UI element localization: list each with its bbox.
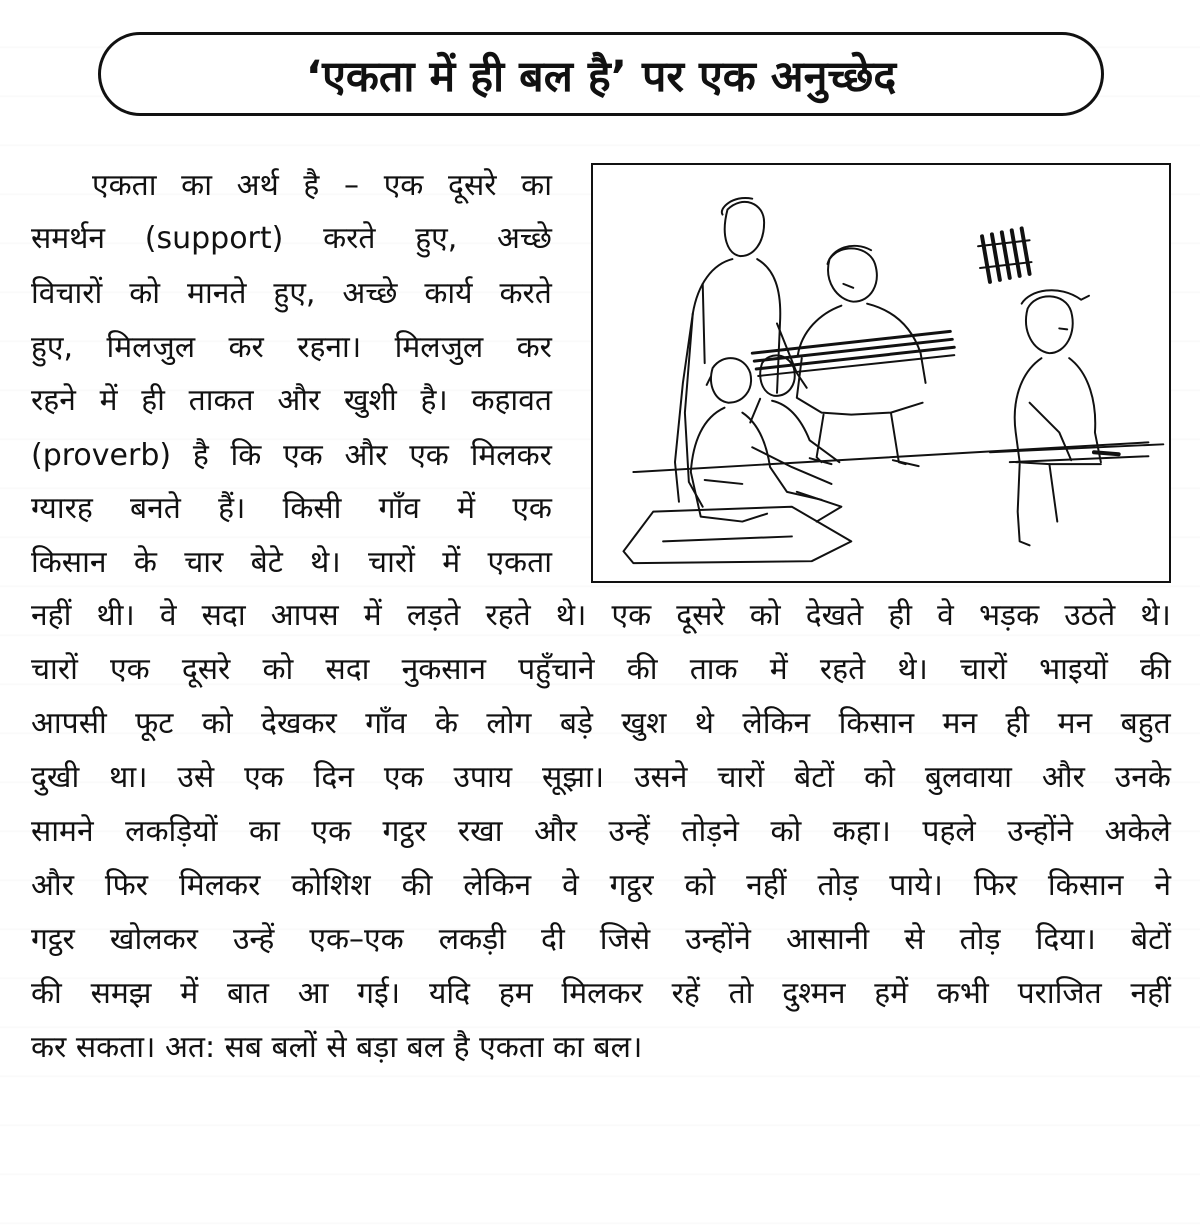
word: गाँव (365, 706, 407, 741)
word: मिलजुल (394, 330, 484, 365)
word: ताक (689, 652, 738, 687)
word: का (521, 168, 552, 203)
word: विचारों (31, 276, 103, 311)
word: दूसरे (448, 168, 497, 203)
word: रहते (485, 598, 531, 633)
word: बुलवाया (924, 760, 1012, 795)
word: नहीं (746, 868, 787, 903)
word: रखा (457, 814, 503, 849)
paragraph-line-16 (31, 974, 1171, 1014)
word: किसान (1047, 868, 1124, 903)
word: खुश (621, 706, 667, 741)
word: में (769, 652, 788, 687)
word: सदा (325, 652, 370, 687)
word: कोशिश (291, 868, 371, 903)
paragraph-line-5 (31, 381, 552, 421)
word: गट्ठर (382, 814, 427, 849)
word: हम (498, 976, 533, 1011)
word: बात (226, 976, 269, 1011)
word: – (344, 168, 360, 203)
word: एक (383, 168, 424, 203)
word: दुखी (31, 760, 80, 795)
word: में (363, 598, 382, 633)
word: (proverb) (31, 438, 172, 473)
word: समझ (90, 976, 152, 1011)
word: थे। (310, 545, 341, 580)
word: सामने (31, 814, 94, 849)
page-title: ‘एकता में ही बल है’ पर एक अनुच्छेद (305, 51, 897, 102)
word: गाँव (378, 491, 420, 526)
word: हुए, (273, 276, 316, 311)
word: मानते (187, 276, 247, 311)
word: में (180, 976, 199, 1011)
word: तोड़ (959, 922, 1001, 957)
word: नहीं (31, 598, 72, 633)
word: मिलकर (178, 868, 261, 903)
word: से (904, 922, 925, 957)
word: नुकसान (401, 652, 486, 687)
word: नहीं (1130, 976, 1171, 1011)
word: भाइयों (1039, 652, 1108, 687)
word: था। (109, 760, 148, 795)
word: एक (383, 760, 424, 795)
word: एकता (487, 545, 552, 580)
word: पहुँचाने (518, 652, 595, 687)
paragraph-line-9 (31, 596, 1171, 636)
word: की (31, 976, 62, 1011)
word: पराजित (1017, 976, 1102, 1011)
word: थे। (555, 598, 587, 633)
paragraph-line-3 (31, 274, 552, 314)
word: कहा। (832, 814, 891, 849)
word: आपस (270, 598, 339, 633)
word: चारों (31, 652, 78, 687)
word: गट्ठर (609, 868, 654, 903)
word: लोग (486, 706, 532, 741)
word: बहुत (1120, 706, 1171, 741)
word: है (192, 438, 209, 473)
word: समर्थन (31, 221, 106, 256)
word: कहावत (471, 383, 552, 418)
word: अच्छे (342, 276, 398, 311)
word: है (303, 168, 320, 203)
word: कि (230, 438, 262, 473)
word: दूसरे (676, 598, 725, 633)
word: हुए, (415, 221, 458, 256)
word: (support) (144, 221, 284, 256)
word: की (626, 652, 658, 687)
word: चारों (717, 760, 765, 795)
word: तोड़ने (681, 814, 739, 849)
farmer-and-sons-drawing (593, 165, 1169, 581)
word: उपाय (453, 760, 513, 795)
word: मन (1057, 706, 1093, 741)
word: किसान (838, 706, 915, 741)
paragraph-line-8 (31, 543, 552, 583)
word: बनते (130, 491, 181, 526)
word: बेटे (250, 545, 283, 580)
paragraph-line-10 (31, 650, 1171, 690)
word: थी। (96, 598, 135, 633)
word: और (344, 438, 388, 473)
word: दिया। (1035, 922, 1096, 957)
word: को (262, 652, 294, 687)
word: और (1041, 760, 1085, 795)
word: खुशी (344, 383, 397, 418)
word: फूट (135, 706, 174, 741)
paragraph-line-12 (31, 758, 1171, 798)
word: थे। (1140, 598, 1171, 633)
word: पाये। (889, 868, 943, 903)
word: आपसी (31, 706, 107, 741)
word: रहते (819, 652, 866, 687)
word: लड़ते (406, 598, 461, 633)
word: फिर (104, 868, 149, 903)
word: ग्यारह (31, 491, 93, 526)
word: दिन (313, 760, 354, 795)
word: एक (110, 652, 150, 687)
word: दुश्मन (782, 976, 846, 1011)
word: उन्हें (232, 922, 275, 957)
word: करते (499, 276, 552, 311)
word: सूझा। (542, 760, 605, 795)
word: में (99, 383, 118, 418)
word: है। (420, 383, 448, 418)
word: और (277, 383, 321, 418)
word: को (864, 760, 895, 795)
word: हैं। (218, 491, 246, 526)
word: उन्होंने (685, 922, 751, 957)
word: एक (611, 598, 652, 633)
paragraph-line-15 (31, 920, 1171, 960)
word: को (749, 598, 781, 633)
word: बड़े (559, 706, 594, 741)
word: गई। (357, 976, 401, 1011)
word: उसने (634, 760, 688, 795)
word: उन्होंने (1007, 814, 1073, 849)
paragraph-line-17: कर सकता। अत: सब बलों से बड़ा बल है एकता का बल। (31, 1030, 643, 1065)
word: कभी (936, 976, 989, 1011)
word: मिलजुल (106, 330, 196, 365)
word: एक–एक (309, 922, 404, 957)
word: अकेले (1104, 814, 1171, 849)
word: एक (311, 814, 352, 849)
word: सदा (201, 598, 246, 633)
word: कर (228, 330, 264, 365)
word: उसे (177, 760, 215, 795)
word: की (401, 868, 433, 903)
word: ही (888, 598, 913, 633)
word: थे (694, 706, 714, 741)
word: करते (323, 221, 376, 256)
word: लकड़ियों (125, 814, 218, 849)
paragraph-line-14 (31, 866, 1171, 906)
word: चारों (960, 652, 1007, 687)
word: और (31, 868, 74, 903)
paragraph-line-7 (31, 489, 552, 529)
word: और (534, 814, 577, 849)
word: कार्य (424, 276, 473, 311)
word: किसी (282, 491, 342, 526)
word: ताकत (188, 383, 254, 418)
word: जिसे (599, 922, 651, 957)
word: रहने (31, 383, 76, 418)
word: भड़क (978, 598, 1040, 633)
word: कर (516, 330, 552, 365)
word: का (181, 168, 212, 203)
paragraph-line-13 (31, 812, 1171, 852)
title-banner (98, 32, 1104, 116)
word: देखकर (261, 706, 337, 741)
word: के (133, 545, 157, 580)
word: किसान (31, 545, 107, 580)
word: वे (159, 598, 177, 633)
word: बेटों (794, 760, 835, 795)
word: वे (562, 868, 579, 903)
word: हमें (874, 976, 909, 1011)
word: ने (1154, 868, 1171, 903)
word: तोड़ (817, 868, 859, 903)
word: का (249, 814, 280, 849)
word: यदि (428, 976, 471, 1011)
word: एक (409, 438, 449, 473)
word: चार (184, 545, 224, 580)
word: में (442, 545, 461, 580)
word: आसानी (786, 922, 870, 957)
word: हुए, (31, 330, 74, 365)
paragraph-line-11 (31, 704, 1171, 744)
word: आ (297, 976, 329, 1011)
word: एकता (92, 168, 157, 203)
word: को (201, 706, 233, 741)
word: लकड़ी (438, 922, 506, 957)
word: मिलकर (470, 438, 552, 473)
word: लेकिन (742, 706, 811, 741)
word: के (434, 706, 459, 741)
paragraph-line-6 (31, 436, 552, 476)
word: को (129, 276, 161, 311)
word: रहना। (297, 330, 362, 365)
word: मन (942, 706, 978, 741)
word: थे। (897, 652, 928, 687)
word: लेकिन (463, 868, 532, 903)
paragraph-line-2 (31, 219, 552, 259)
word: रहें (671, 976, 700, 1011)
word: अर्थ (236, 168, 279, 203)
story-illustration (591, 163, 1171, 583)
word: की (1140, 652, 1171, 687)
word: उनके (1114, 760, 1171, 795)
word: दी (541, 922, 565, 957)
word: खोलकर (109, 922, 198, 957)
word: में (457, 491, 476, 526)
word: उन्हें (608, 814, 650, 849)
word: एक (283, 438, 323, 473)
word: दूसरे (181, 652, 231, 687)
word: मिलकर (561, 976, 643, 1011)
word: को (684, 868, 716, 903)
word: एक (512, 491, 552, 526)
word: फिर (973, 868, 1017, 903)
word: बेटों (1130, 922, 1171, 957)
word: एक (244, 760, 284, 795)
word: देखते (805, 598, 864, 633)
word: उठते (1064, 598, 1116, 633)
word: तो (728, 976, 754, 1011)
paragraph-line-4 (31, 328, 552, 368)
word: वे (937, 598, 954, 633)
word: अच्छे (497, 221, 552, 256)
word: चारों (368, 545, 415, 580)
paragraph-line-1 (92, 166, 552, 206)
word: पहले (922, 814, 976, 849)
word: ही (141, 383, 165, 418)
word: गट्ठर (31, 922, 75, 957)
word: ही (1005, 706, 1030, 741)
word: को (770, 814, 802, 849)
